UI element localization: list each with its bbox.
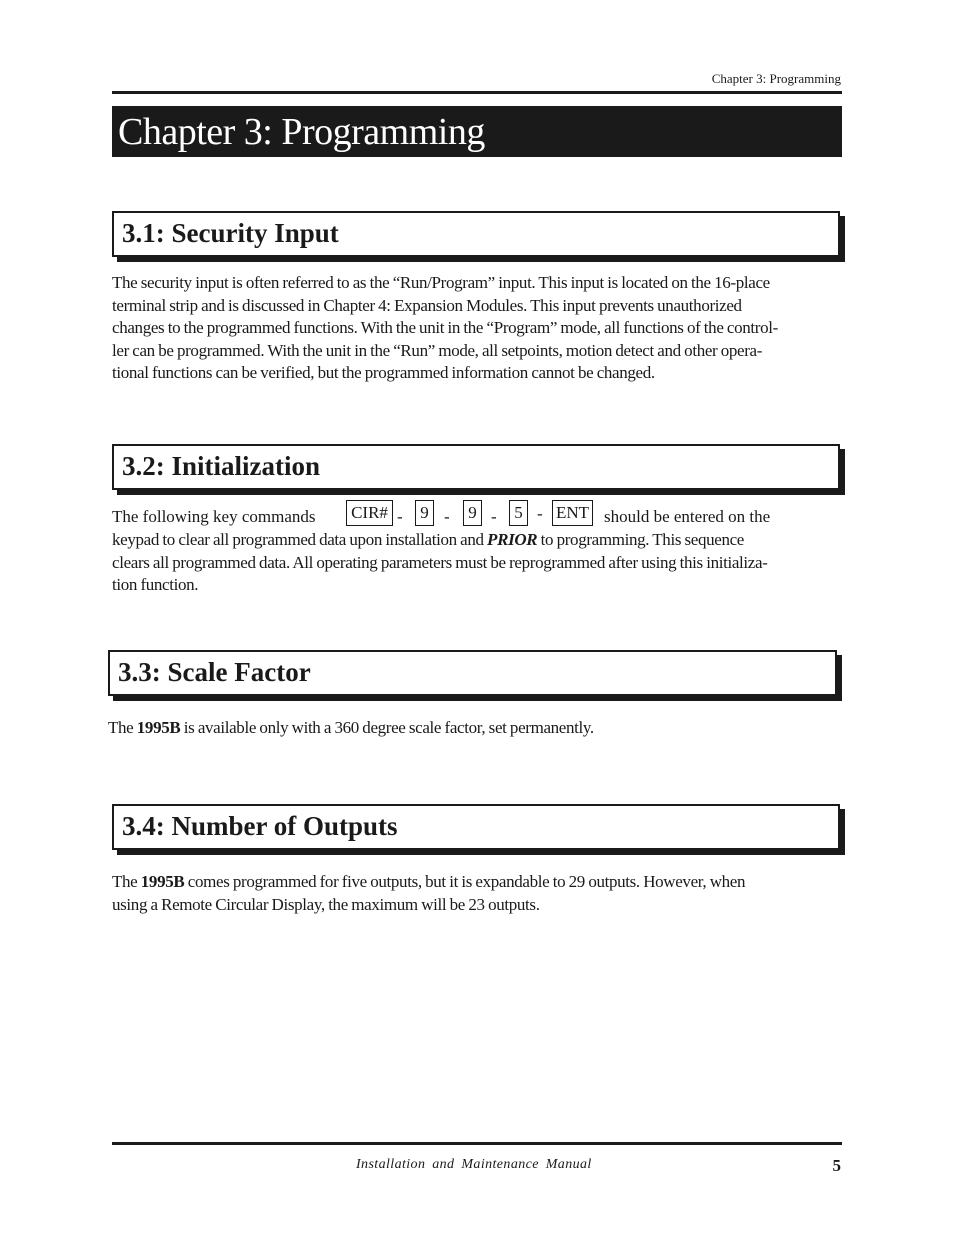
footer-rule	[112, 1142, 842, 1145]
key-separator: -	[491, 507, 497, 526]
key-separator: -	[444, 507, 450, 526]
paragraph-line: The security input is often referred to as the “Run/Program” input. This input is located on the 16-place	[112, 273, 770, 292]
scale-factor-paragraph	[108, 717, 848, 740]
paragraph-text: The	[108, 718, 137, 737]
number-of-outputs-paragraph	[112, 871, 847, 916]
paragraph-text: to programming. This sequence	[537, 530, 744, 549]
paragraph-text: keypad to clear all programmed data upon installation and	[112, 530, 488, 549]
chapter-title-bar	[112, 106, 842, 157]
paragraph-line	[108, 717, 848, 740]
chapter-title: Chapter 3: Programming	[118, 111, 485, 153]
paragraph-line: tion function.	[112, 575, 199, 594]
initialization-paragraph	[112, 529, 847, 597]
footer-manual-title: Installation and Maintenance Manual	[356, 1157, 592, 1172]
model-number: 1995B	[136, 718, 181, 737]
paragraph-line: ler can be programmed. With the unit in the “Run” mode, all setpoints, motion detect and other opera-	[112, 340, 763, 360]
paragraph-line: using a Remote Circular Display, the maximum will be 23 outputs.	[112, 894, 540, 914]
paragraph-line: tional functions can be verified, but the programmed information cannot be changed.	[112, 363, 655, 382]
header-rule	[112, 91, 842, 94]
security-input-paragraph	[112, 272, 847, 385]
section-heading-box-3-4	[112, 804, 840, 850]
paragraph-line: clears all programmed data. All operating parameters must be reprogrammed after using this initializa-	[112, 552, 768, 572]
key-command-after: should be entered on the	[604, 507, 771, 526]
key-command-line	[112, 500, 842, 530]
key-cir: CIR#	[346, 500, 393, 526]
section-heading-3-3: 3.3: Scale Factor	[118, 657, 311, 687]
section-heading-box-3-2	[112, 444, 840, 490]
key-5: 5	[509, 500, 528, 526]
section-heading-3-1: 3.1: Security Input	[122, 218, 339, 248]
section-heading-3-2: 3.2: Initialization	[122, 451, 321, 481]
paragraph-line	[112, 871, 847, 894]
paragraph-text: comes programmed for five outputs, but it is expandable to 29 outputs. However, when	[184, 872, 746, 891]
paragraph-line: changes to the programmed functions. With the unit in the “Program” mode, all functions of the control-	[112, 318, 778, 337]
paragraph-text: is available only with a 360 degree scale factor, set permanently.	[180, 718, 594, 737]
model-number: 1995B	[140, 872, 185, 891]
section-heading-box-3-1	[112, 211, 840, 257]
section-heading-3-4: 3.4: Number of Outputs	[122, 811, 398, 841]
key-separator: -	[537, 504, 543, 523]
paragraph-line: terminal strip and is discussed in Chapter 4: Expansion Modules. This input prevents unauthorized	[112, 295, 742, 315]
key-command-intro: The following key commands	[112, 507, 316, 526]
paragraph-line	[112, 529, 847, 552]
section-heading-box-3-3	[108, 650, 837, 696]
key-separator: -	[397, 507, 403, 526]
key-ent: ENT	[552, 500, 593, 526]
prior-emphasis: PRIOR	[487, 530, 538, 549]
running-head: Chapter 3: Programming	[711, 71, 841, 86]
page-number: 5	[832, 1156, 841, 1175]
paragraph-text: The	[112, 872, 141, 891]
key-9: 9	[463, 500, 482, 526]
key-9: 9	[415, 500, 434, 526]
